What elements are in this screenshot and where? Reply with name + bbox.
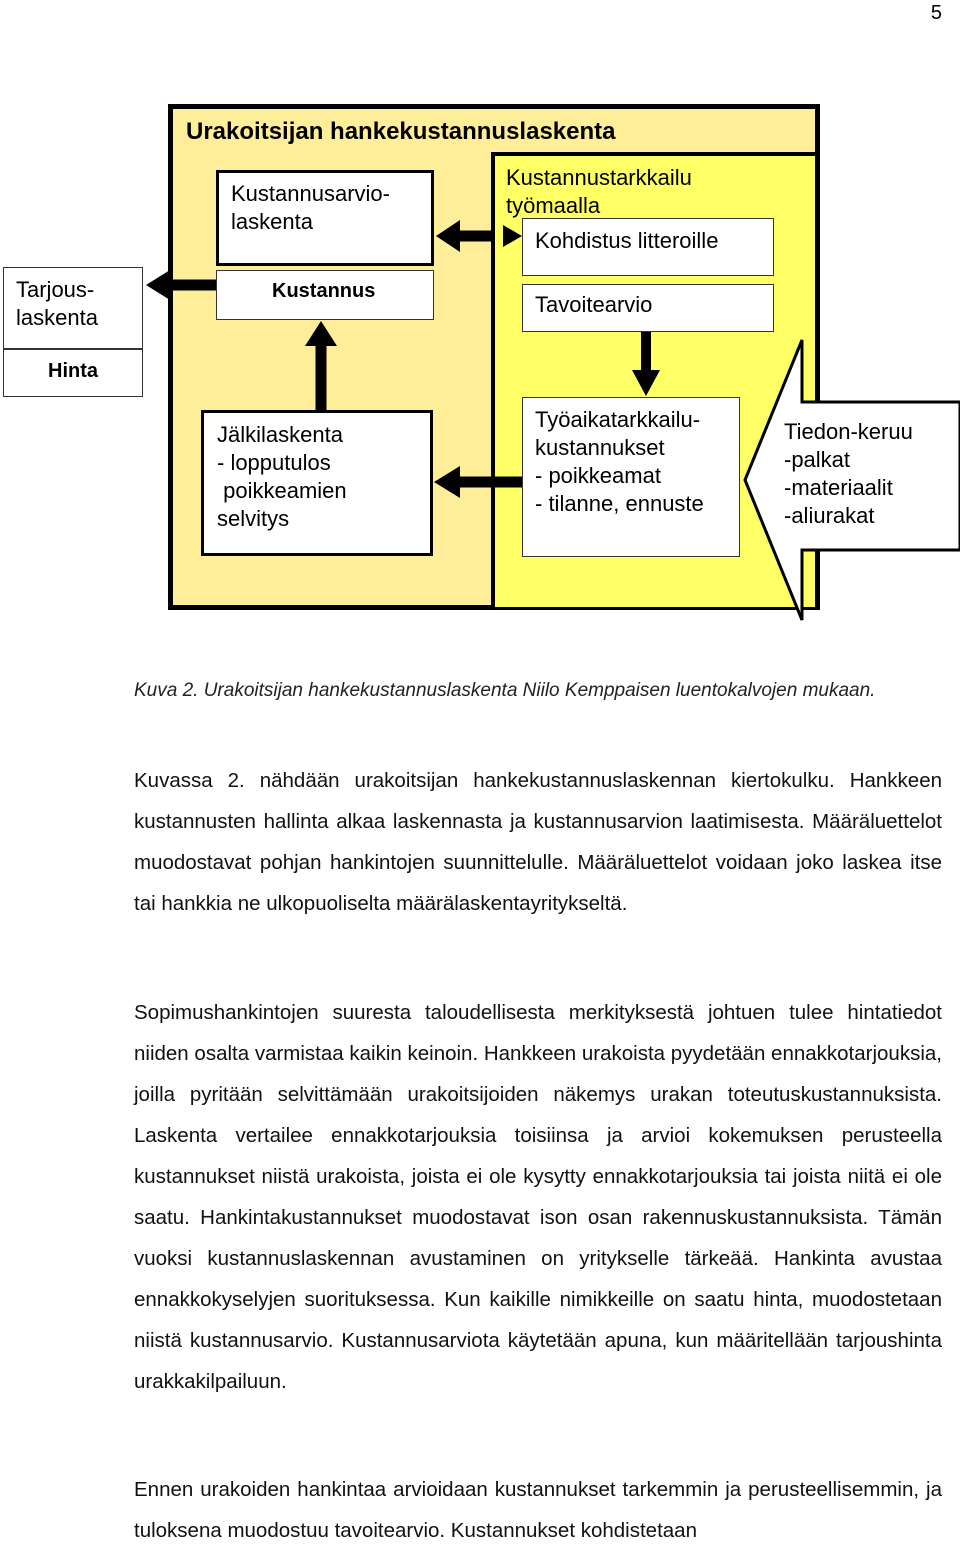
arrow-to-tarjous <box>146 270 170 300</box>
tyomaa-line2: työmaalla <box>506 193 601 218</box>
kustannusarvio-line1: Kustannusarvio- <box>231 181 390 206</box>
tiedonkeruu-label <box>784 418 913 530</box>
arrow-to-kohdistus <box>503 225 522 247</box>
arrow-to-kustannus <box>305 321 337 346</box>
tarjous-line2: laskenta <box>16 305 98 330</box>
arrow-to-jalkilaskenta <box>434 466 460 498</box>
jalkilaskenta-line1: Jälkilaskenta <box>217 422 343 447</box>
tyoaika-line4: - tilanne, ennuste <box>535 491 704 516</box>
figure-caption: Kuva 2. Urakoitsijan hankekustannuslaskenta Niilo Kemppaisen luentokalvojen mukaan. <box>134 680 876 701</box>
paragraph-2: Sopimushankintojen suuresta taloudellisesta merkityksestä johtuen tulee hintatiedot niiden osalta varmistaa kaikin keinoin. Hankkeen urakoista pyydetään ennakkotarjouksia, joilla pyritään selvittämään urakoitsijoiden näkemys urakan toteutuskustannuksista. Laskenta vertailee ennakkotarjouksia toisiinsa ja arvioi kokemuksen perusteella kustannukset niistä urakoista, joista ei ole kysytty ennakkotarjouksia tai joista niitä ei ole saatu. Hankintakustannukset muodostavat ison osan rakennuskustannuksista. Tämän vuoksi kustannuslaskennan avustaminen on yritykselle tärkeää. Hankinta avustaa ennakkokyselyjen suorituksessa. Kun kaikille nimikkeille on saatu hinta, muodostetaan niistä kustannusarvio. Kustannusarviota käytetään apuna, kun määritellään tarjoushinta urakkakilpailuun. <box>134 1001 942 1393</box>
arrow-to-kustannusarvio <box>436 220 460 252</box>
page-number: 5 <box>930 2 942 24</box>
tiedonkeruu-line1: Tiedon-keruu <box>784 419 913 444</box>
cost-accounting-diagram <box>0 100 960 630</box>
tiedonkeruu-line4: -aliurakat <box>784 503 875 528</box>
tarjous-line1: Tarjous- <box>16 277 95 302</box>
tiedonkeruu-line3: -materiaalit <box>784 475 893 500</box>
paragraph-3: Ennen urakoiden hankintaa arvioidaan kustannukset tarkemmin ja perusteellisemmin, ja tuloksena muodostuu tavoitearvio. Kustannukset kohdistetaan <box>134 1478 942 1542</box>
jalkilaskenta-line2: - lopputulos <box>217 450 331 475</box>
hinta-label: Hinta <box>48 360 98 382</box>
jalkilaskenta-line3: poikkeamien <box>217 478 347 503</box>
tyomaa-line1: Kustannustarkkailu <box>506 165 692 190</box>
tavoitearvio-label: Tavoitearvio <box>535 292 653 317</box>
tiedonkeruu-line2: -palkat <box>784 447 851 472</box>
tyoaika-line3: - poikkeamat <box>535 463 661 488</box>
tyoaika-line1: Työaikatarkkailu- <box>535 407 701 432</box>
kustannusarvio-line2: laskenta <box>231 209 313 234</box>
diagram-title: Urakoitsijan hankekustannuslaskenta <box>186 118 616 145</box>
tyoaika-line2: kustannukset <box>535 435 665 460</box>
paragraph-1: Kuvassa 2. nähdään urakoitsijan hankekustannuslaskennan kiertokulku. Hankkeen kustannusten hallinta alkaa laskennasta ja kustannusarvion laatimisesta. Määräluettelot muodostavat pohjan hankintojen suunnittelulle. Määräluettelot voidaan joko laskea itse tai hankkia ne ulkopuoliselta määrälaskentayritykseltä. <box>134 769 942 915</box>
arrow-to-tyoaika <box>632 370 660 396</box>
jalkilaskenta-line4: selvitys <box>217 506 290 531</box>
kustannus-label: Kustannus <box>272 280 376 302</box>
kohdistus-label: Kohdistus litteroille <box>535 228 719 253</box>
diagram-arrows <box>0 100 960 630</box>
